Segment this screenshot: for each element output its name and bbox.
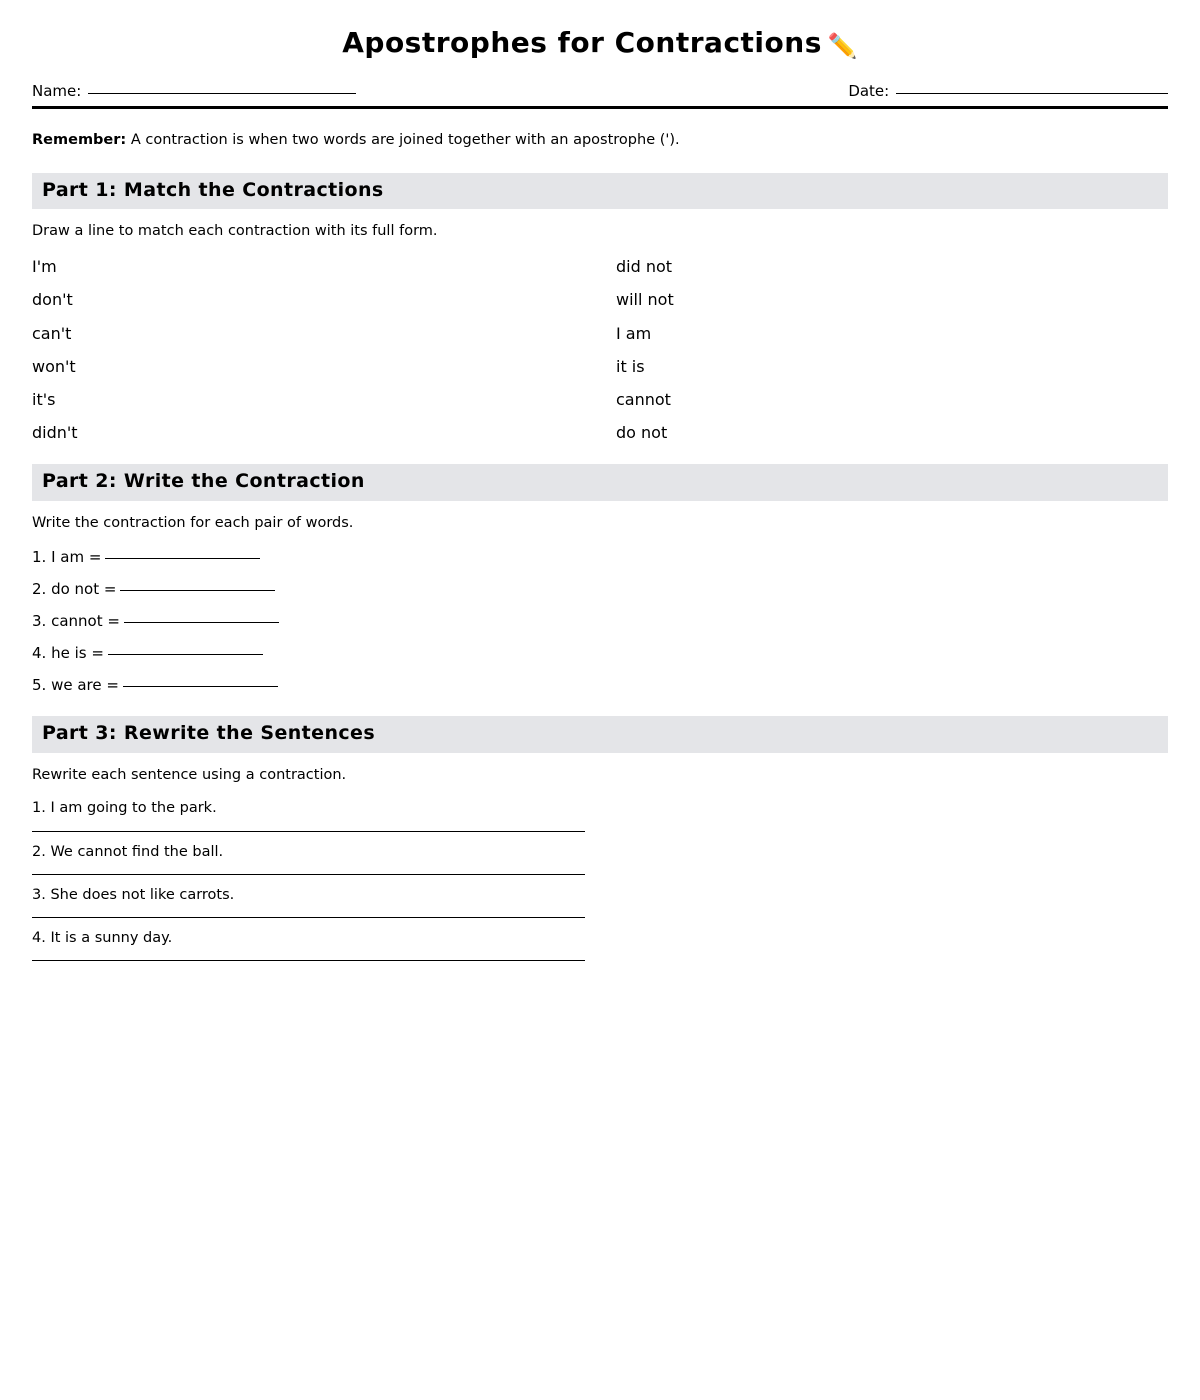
list-item (32, 612, 1168, 630)
list-item (32, 929, 1168, 961)
part3-answer-line[interactable] (32, 831, 585, 832)
full-form-item[interactable]: did not (616, 257, 673, 277)
part2-item-list (32, 548, 1168, 694)
part3-item-list (32, 799, 1168, 961)
name-field-group (32, 82, 356, 100)
list-item (32, 799, 1168, 831)
table-row (32, 257, 1168, 276)
part2-answer-line[interactable] (120, 590, 275, 591)
name-label: Name: (32, 82, 82, 100)
header-divider (32, 106, 1168, 109)
list-item (32, 580, 1168, 598)
remember-note (32, 131, 1168, 151)
part2-heading: Part 2: Write the Contraction (42, 470, 365, 493)
list-item (32, 548, 1168, 566)
part2-prompt: 4. he is = (32, 643, 104, 662)
full-form-item[interactable]: it is (616, 356, 645, 376)
contraction-item[interactable]: can't (32, 323, 72, 343)
contraction-item[interactable]: won't (32, 356, 76, 376)
part3-heading: Part 3: Rewrite the Sentences (42, 721, 376, 744)
full-form-item[interactable]: do not (616, 423, 668, 443)
remember-label: Remember: (32, 132, 127, 148)
part3-header-band (32, 716, 1168, 753)
date-field-group (848, 82, 1168, 100)
part1-match-list (32, 257, 1168, 442)
list-item (32, 644, 1168, 662)
part2-prompt: 2. do not = (32, 579, 117, 598)
part3-sentence: 1. I am going to the park. (32, 800, 217, 817)
title-row (32, 0, 1168, 60)
table-row (32, 357, 1168, 376)
full-form-item[interactable]: will not (616, 290, 674, 310)
contraction-item[interactable]: I'm (32, 257, 57, 277)
table-row (32, 390, 1168, 409)
remember-text: A contraction is when two words are joined together with an apostrophe ('). (130, 132, 680, 148)
part3-answer-line[interactable] (32, 960, 585, 961)
page-title: Apostrophes for Contractions (342, 26, 822, 59)
part2-answer-line[interactable] (123, 686, 278, 687)
part2-answer-line[interactable] (108, 654, 263, 655)
part2-prompt: 3. cannot = (32, 611, 120, 630)
part2-answer-line[interactable] (124, 622, 279, 623)
part2-answer-line[interactable] (105, 558, 260, 559)
list-item (32, 676, 1168, 694)
list-item (32, 843, 1168, 875)
contraction-item[interactable]: it's (32, 389, 56, 409)
pencil-emoji-icon: ✏️ (827, 32, 858, 60)
part2-prompt: 1. I am = (32, 547, 102, 566)
part3-sentence: 2. We cannot find the ball. (32, 843, 224, 860)
part3-answer-line[interactable] (32, 874, 585, 875)
table-row (32, 423, 1168, 442)
contraction-item[interactable]: didn't (32, 423, 78, 443)
part3-instruction: Rewrite each sentence using a contraction. (32, 766, 347, 783)
part1-heading: Part 1: Match the Contractions (42, 178, 384, 201)
part1-header-band (32, 173, 1168, 210)
date-label: Date: (848, 82, 890, 100)
part3-sentence: 3. She does not like carrots. (32, 886, 235, 903)
part2-instruction: Write the contraction for each pair of words. (32, 515, 354, 532)
full-form-item[interactable]: I am (616, 323, 652, 343)
list-item (32, 886, 1168, 918)
name-date-row (32, 82, 1168, 100)
part3-sentence: 4. It is a sunny day. (32, 929, 173, 946)
table-row (32, 290, 1168, 309)
part3-answer-line[interactable] (32, 917, 585, 918)
table-row (32, 324, 1168, 343)
part2-header-band (32, 464, 1168, 501)
date-input-line[interactable] (896, 93, 1168, 94)
part1-instruction: Draw a line to match each contraction with its full form. (32, 223, 438, 240)
contraction-item[interactable]: don't (32, 290, 73, 310)
full-form-item[interactable]: cannot (616, 389, 671, 409)
name-input-line[interactable] (88, 93, 356, 94)
part2-prompt: 5. we are = (32, 675, 119, 694)
